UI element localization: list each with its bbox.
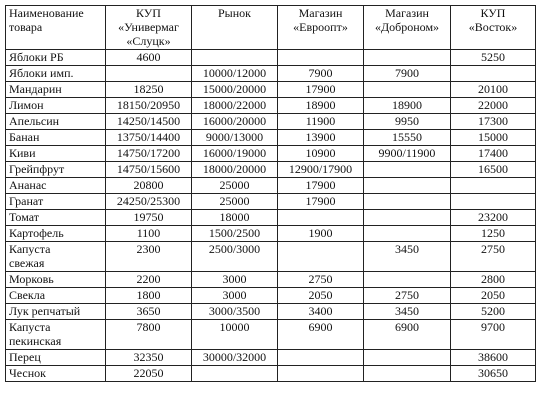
table-row (6, 98, 536, 114)
price-cell: 18000 (192, 210, 278, 226)
price-cell: 38600 (451, 350, 536, 366)
price-cell: 6900 (278, 320, 364, 350)
price-cell: 13750/14400 (106, 130, 192, 146)
table-row (6, 288, 536, 304)
price-cell: 16000/19000 (192, 146, 278, 162)
header-dobronom: Магазин «Доброном» (364, 6, 451, 50)
price-cell: 20100 (451, 82, 536, 98)
price-cell (451, 66, 536, 82)
price-cell: 2800 (451, 272, 536, 288)
price-cell: 2200 (106, 272, 192, 288)
product-name-cell: Свекла (6, 288, 106, 304)
table-row (6, 210, 536, 226)
table-row (6, 194, 536, 210)
price-cell: 18900 (278, 98, 364, 114)
price-cell (364, 82, 451, 98)
price-cell (364, 350, 451, 366)
price-cell (192, 50, 278, 66)
table-header-row (6, 6, 536, 50)
price-cell: 5250 (451, 50, 536, 66)
price-cell: 18000/22000 (192, 98, 278, 114)
product-name-cell: Капуста пекинская (6, 320, 106, 350)
price-cell: 6900 (364, 320, 451, 350)
price-cell: 3400 (278, 304, 364, 320)
price-cell: 1900 (278, 226, 364, 242)
table-row (6, 178, 536, 194)
price-cell: 2050 (278, 288, 364, 304)
price-cell: 25000 (192, 194, 278, 210)
price-cell: 16500 (451, 162, 536, 178)
price-cell (364, 272, 451, 288)
price-cell: 3000 (192, 288, 278, 304)
price-cell: 3650 (106, 304, 192, 320)
price-cell: 12900/17900 (278, 162, 364, 178)
price-cell (278, 242, 364, 272)
price-cell: 1500/2500 (192, 226, 278, 242)
header-market: Рынок (192, 6, 278, 50)
price-cell: 10900 (278, 146, 364, 162)
price-cell: 17900 (278, 178, 364, 194)
price-cell: 15550 (364, 130, 451, 146)
price-cell (451, 178, 536, 194)
table-row (6, 320, 536, 350)
price-cell: 4600 (106, 50, 192, 66)
product-name-cell: Грейпфрут (6, 162, 106, 178)
price-cell (364, 366, 451, 382)
price-cell: 3000/3500 (192, 304, 278, 320)
price-cell: 5200 (451, 304, 536, 320)
price-cell: 2050 (451, 288, 536, 304)
table-row (6, 242, 536, 272)
header-evroopt: Магазин «Евроопт» (278, 6, 364, 50)
price-table (5, 5, 536, 382)
price-cell: 17300 (451, 114, 536, 130)
price-cell (278, 350, 364, 366)
price-cell: 1100 (106, 226, 192, 242)
table-row (6, 146, 536, 162)
price-cell: 18900 (364, 98, 451, 114)
price-cell: 18250 (106, 82, 192, 98)
price-cell (278, 50, 364, 66)
product-name-cell: Перец (6, 350, 106, 366)
price-cell (451, 194, 536, 210)
price-cell: 7900 (364, 66, 451, 82)
price-cell: 2750 (364, 288, 451, 304)
product-name-cell: Чеснок (6, 366, 106, 382)
price-cell (364, 226, 451, 242)
product-name-cell: Ананас (6, 178, 106, 194)
price-cell: 3000 (192, 272, 278, 288)
product-name-cell: Картофель (6, 226, 106, 242)
price-cell: 30000/32000 (192, 350, 278, 366)
price-cell: 2750 (451, 242, 536, 272)
price-cell (278, 210, 364, 226)
price-cell: 14750/15600 (106, 162, 192, 178)
price-cell: 14250/14500 (106, 114, 192, 130)
price-cell (278, 366, 364, 382)
price-cell (364, 50, 451, 66)
price-cell: 15000 (451, 130, 536, 146)
table-row (6, 304, 536, 320)
table-row (6, 162, 536, 178)
price-cell: 24250/25300 (106, 194, 192, 210)
table-row (6, 272, 536, 288)
price-cell (364, 210, 451, 226)
price-cell: 30650 (451, 366, 536, 382)
price-cell: 15000/20000 (192, 82, 278, 98)
price-cell: 2300 (106, 242, 192, 272)
price-cell: 2750 (278, 272, 364, 288)
price-cell: 9700 (451, 320, 536, 350)
product-name-cell: Лук репчатый (6, 304, 106, 320)
price-cell: 2500/3000 (192, 242, 278, 272)
price-cell (364, 178, 451, 194)
product-name-cell: Лимон (6, 98, 106, 114)
price-cell: 9950 (364, 114, 451, 130)
price-cell (192, 366, 278, 382)
table-row (6, 82, 536, 98)
price-cell: 17400 (451, 146, 536, 162)
price-cell: 32350 (106, 350, 192, 366)
price-cell: 22000 (451, 98, 536, 114)
product-name-cell: Капуста свежая (6, 242, 106, 272)
price-cell (364, 162, 451, 178)
product-name-cell: Томат (6, 210, 106, 226)
product-name-cell: Мандарин (6, 82, 106, 98)
price-cell: 1250 (451, 226, 536, 242)
price-cell: 18150/20950 (106, 98, 192, 114)
header-product-name: Наименование товара (6, 6, 106, 50)
price-cell: 17900 (278, 82, 364, 98)
price-cell: 7800 (106, 320, 192, 350)
header-kup-vostok: КУП «Восток» (451, 6, 536, 50)
header-kup-univermag: КУП «Универмаг «Слуцк» (106, 6, 192, 50)
price-cell: 7900 (278, 66, 364, 82)
product-name-cell: Гранат (6, 194, 106, 210)
price-table-container (5, 5, 536, 382)
product-name-cell: Киви (6, 146, 106, 162)
table-row (6, 50, 536, 66)
price-cell: 25000 (192, 178, 278, 194)
price-cell: 10000/12000 (192, 66, 278, 82)
price-cell: 1800 (106, 288, 192, 304)
table-row (6, 226, 536, 242)
product-name-cell: Апельсин (6, 114, 106, 130)
price-cell: 13900 (278, 130, 364, 146)
product-name-cell: Яблоки имп. (6, 66, 106, 82)
price-cell: 19750 (106, 210, 192, 226)
price-cell: 3450 (364, 242, 451, 272)
price-cell: 20800 (106, 178, 192, 194)
price-cell: 10000 (192, 320, 278, 350)
table-row (6, 366, 536, 382)
product-name-cell: Яблоки РБ (6, 50, 106, 66)
table-row (6, 114, 536, 130)
table-row (6, 130, 536, 146)
product-name-cell: Морковь (6, 272, 106, 288)
price-cell: 9000/13000 (192, 130, 278, 146)
price-cell: 3450 (364, 304, 451, 320)
price-cell (364, 194, 451, 210)
table-row (6, 66, 536, 82)
price-cell: 14750/17200 (106, 146, 192, 162)
product-name-cell: Банан (6, 130, 106, 146)
price-cell (106, 66, 192, 82)
price-cell: 17900 (278, 194, 364, 210)
price-cell: 16000/20000 (192, 114, 278, 130)
table-row (6, 350, 536, 366)
price-cell: 23200 (451, 210, 536, 226)
price-cell: 11900 (278, 114, 364, 130)
price-cell: 18000/20000 (192, 162, 278, 178)
price-cell: 22050 (106, 366, 192, 382)
price-cell: 9900/11900 (364, 146, 451, 162)
